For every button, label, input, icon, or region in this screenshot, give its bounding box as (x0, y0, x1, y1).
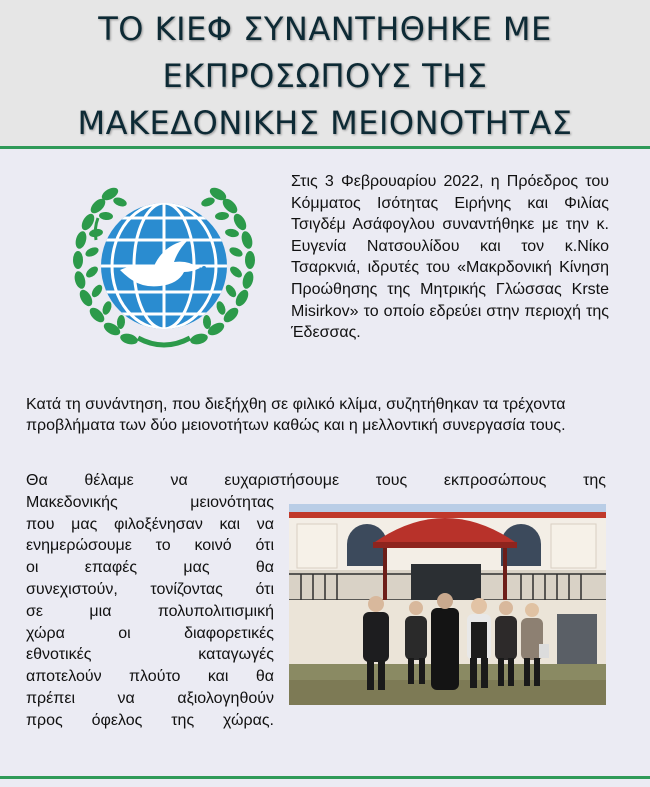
thanks-first-line: Θα θέλαμε να ευχαριστήσουμε τους εκπροσώπους της (26, 472, 606, 489)
thanks-line: προς όφελος της χώρας. (26, 711, 274, 729)
thanks-line: εθνοτικές καταγωγές (26, 646, 274, 664)
thanks-line: που μας φιλοξένησαν και να (26, 515, 274, 533)
bottom-divider (0, 776, 650, 779)
thanks-line: ενημερώσουμε το κοινό ότι (26, 537, 274, 555)
thanks-line: συνεχιστούν, τονίζοντας ότι (26, 580, 274, 598)
thanks-line: σε μια πολυπολιτισμική (26, 602, 274, 620)
intro-paragraph: Στις 3 Φεβρουαρίου 2022, η Πρόεδρος του Κόμματος Ισότητας Ειρήνης και Φιλίας Τσιγδέμ Ασάφογλου συναντήθηκε με την κ. Ευγενία Νατσουλίδου και τον κ.Νίκο Τσαρκνιά, ιδρυτές του «Μακρδονική Κίνηση Προώθησης της Μητρικής Γλώσσας Krste Misirkov» το οποίο εδρεύει στην περιοχή της Έδεσσας. (291, 173, 609, 342)
thanks-line: οι επαφές μας θα (26, 559, 274, 577)
group-photo (289, 504, 606, 705)
thanks-line: πρέπει να αξιολογηθούν (26, 689, 274, 707)
thanks-line: Μακεδονικής μειονότητας (26, 493, 274, 511)
title-line-1: ΤΟ ΚΙΕΦ ΣΥΝΑΝΤΗΘΗΚΕ ΜΕ (98, 10, 552, 48)
thanks-line: αποτελούν πλούτο και θα (26, 668, 274, 686)
thanks-body (26, 492, 274, 732)
globe-dove-laurel-icon (68, 178, 260, 358)
title-line-3: ΜΑΚΕΔΟΝΙΚΗΣ ΜΕΙΟΝΟΤΗΤΑΣ (77, 104, 573, 142)
top-divider (0, 146, 650, 149)
thanks-line: χώρα οι διαφορετικές (26, 624, 274, 642)
meeting-paragraph: Κατά τη συνάντηση, που διεξήχθη σε φιλικό κλίμα, συζητήθηκαν τα τρέχοντα προβλήματα των δύο μειονοτήτων καθώς και η μελλοντική συνεργασία τους. (26, 396, 566, 434)
title-line-2: ΕΚΠΡΟΣΩΠΟΥΣ ΤΗΣ (162, 57, 488, 95)
title-banner (0, 0, 650, 146)
